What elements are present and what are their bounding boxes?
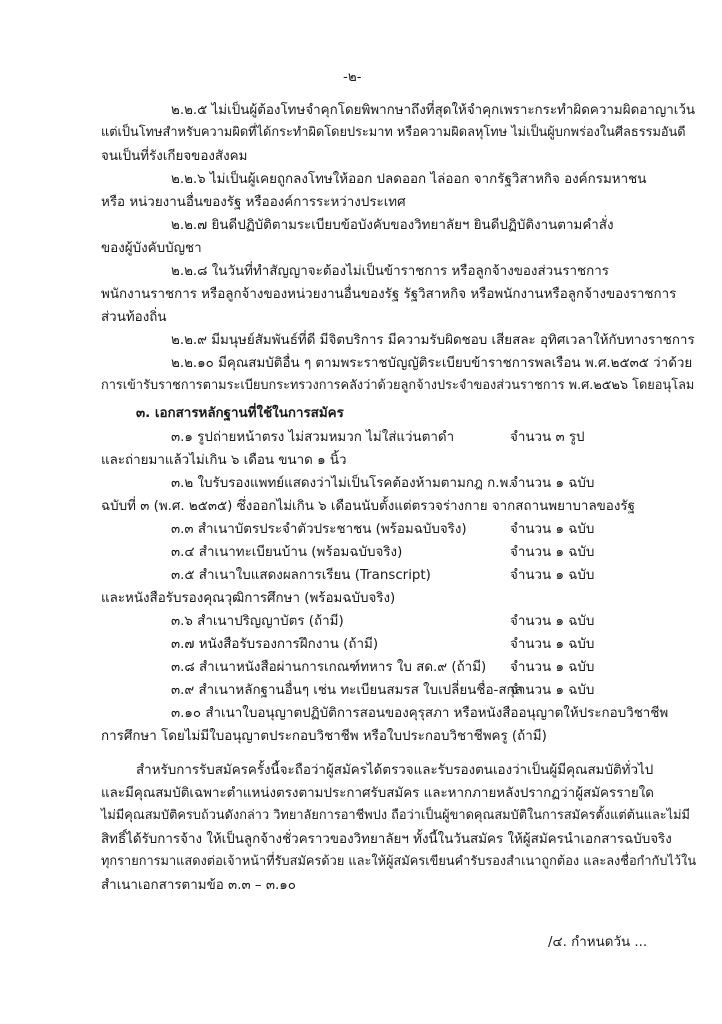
doc-item-3-7: ๓.๗ หนังสือรับรองการฝึกงาน (ถ้ามี) xyxy=(171,637,379,652)
clause-2-2-7-cont: ของผู้บังคับบัญชา xyxy=(101,241,202,256)
doc-item-3-5-cont: และหนังสือรับรองคุณวุฒิการศึกษา (พร้อมฉบับจริง) xyxy=(101,591,396,606)
continuation-marker: /๔. กำหนดวัน ... xyxy=(548,935,648,950)
clause-2-2-8-cont: พนักงานราชการ หรือลูกจ้างของหน่วยงานอื่นของรัฐ รัฐวิสาหกิจ หรือพนักงานหรือลูกจ้างของราชการ xyxy=(101,287,677,302)
clause-2-2-10-cont: การเข้ารับราชการตามระเบียบกระทรวงการคลังว่าด้วยลูกจ้างประจำของส่วนราชการ พ.ศ.๒๕๒๖ โดยอนุโลม xyxy=(101,378,695,393)
doc-item-3-3: ๓.๓ สำเนาบัตรประจำตัวประชาชน (พร้อมฉบับจริง) xyxy=(171,522,467,537)
doc-item-3-1: ๓.๑ รูปถ่ายหน้าตรง ไม่สวมหมวก ไม่ใส่แว่นตาดำ xyxy=(171,430,455,445)
clause-2-2-6-cont: หรือ หน่วยงานอื่นของรัฐ หรือองค์การระหว่างประเทศ xyxy=(101,195,406,210)
doc-item-3-10-cont: การศึกษา โดยไม่มีใบอนุญาตประกอบวิชาชีพ หรือใบประกอบวิชาชีพครู (ถ้ามี) xyxy=(101,729,547,744)
clause-2-2-5-cont: แต่เป็นโทษสำหรับความผิดที่ได้กระทำผิดโดยประมาท หรือความผิดลหุโทษ ไม่เป็นผู้บกพร่องในศีลธรรมอันดี xyxy=(101,125,686,140)
doc-count-3-3: จำนวน ๑ ฉบับ xyxy=(510,522,595,537)
doc-item-3-8: ๓.๘ สำเนาหนังสือผ่านการเกณฑ์ทหาร ใบ สด.๙ (ถ้ามี) xyxy=(171,660,487,675)
page-number: -๒- xyxy=(343,70,362,85)
doc-item-3-6: ๓.๖ สำเนาปริญญาบัตร (ถ้ามี) xyxy=(171,614,344,629)
closing-paragraph-line-6: สำเนาเอกสารตามข้อ ๓.๓ – ๓.๑๐ xyxy=(101,878,296,893)
doc-item-3-4: ๓.๔ สำเนาทะเบียนบ้าน (พร้อมฉบับจริง) xyxy=(171,545,403,560)
closing-paragraph-line-5: ทุกรายการมาแสดงต่อเจ้าหน้าที่รับสมัครด้วย และให้ผู้สมัครเขียนคำรับรองสำเนาถูกต้อง และลงชื่อกำกับไว้ใน xyxy=(101,854,697,869)
doc-item-3-9: ๓.๙ สำเนาหลักฐานอื่นๆ เช่น ทะเบียนสมรส ใบเปลี่ยนชื่อ-สกุล xyxy=(171,683,523,698)
doc-count-3-4: จำนวน ๑ ฉบับ xyxy=(510,545,595,560)
doc-item-3-5: ๓.๕ สำเนาใบแสดงผลการเรียน (Transcript) xyxy=(171,568,431,583)
doc-count-3-7: จำนวน ๑ ฉบับ xyxy=(510,637,595,652)
clause-2-2-5-cont2: จนเป็นที่รังเกียจของสังคม xyxy=(101,149,248,164)
doc-item-3-2: ๓.๒ ใบรับรองแพทย์แสดงว่าไม่เป็นโรคต้องห้ามตามกฎ ก.พ. xyxy=(171,476,513,491)
clause-2-2-6: ๒.๒.๖ ไม่เป็นผู้เคยถูกลงโทษให้ออก ปลดออก ไล่ออก จากรัฐวิสาหกิจ องค์กรมหาชน xyxy=(171,172,647,187)
doc-count-3-5: จำนวน ๑ ฉบับ xyxy=(510,568,595,583)
closing-paragraph-line-4: สิทธิ์ได้รับการจ้าง ให้เป็นลูกจ้างชั่วคราวของวิทยาลัยฯ ทั้งนี้ในวันสมัคร ให้ผู้สมัครนำเอกสารฉบับจริง xyxy=(101,832,672,847)
clause-2-2-7: ๒.๒.๗ ยินดีปฏิบัติตามระเบียบข้อบังคับของวิทยาลัยฯ ยินดีปฏิบัติงานตามคำสั่ง xyxy=(171,218,614,233)
doc-count-3-8: จำนวน ๑ ฉบับ xyxy=(510,660,595,675)
closing-paragraph-line-1: สำหรับการรับสมัครครั้งนี้จะถือว่าผู้สมัครได้ตรวจและรับรองตนเองว่าเป็นผู้มีคุณสมบัติทั่วไป xyxy=(136,763,654,778)
section-3-heading: ๓. เอกสารหลักฐานที่ใช้ในการสมัคร xyxy=(136,406,344,421)
doc-count-3-9: จำนวน ๑ ฉบับ xyxy=(510,683,595,698)
closing-paragraph-line-3: ไม่มีคุณสมบัติครบถ้วนดังกล่าว วิทยาลัยการอาชีพปง ถือว่าเป็นผู้ขาดคุณสมบัติในการสมัครตั้งแต่ต้นและไม่มี xyxy=(101,808,690,823)
doc-count-3-1: จำนวน ๓ รูป xyxy=(510,430,585,445)
doc-item-3-2-cont: ฉบับที่ ๓ (พ.ศ. ๒๕๓๕) ซึ่งออกไม่เกิน ๖ เดือนนับตั้งแต่ตรวจร่างกาย จากสถานพยาบาลของรัฐ xyxy=(101,499,635,514)
clause-2-2-5: ๒.๒.๕ ไม่เป็นผู้ต้องโทษจำคุกโดยพิพากษาถึงที่สุดให้จำคุกเพราะกระทำผิดความผิดอาญาเว้น xyxy=(171,103,696,118)
clause-2-2-10: ๒.๒.๑๐ มีคุณสมบัติอื่น ๆ ตามพระราชบัญญัติระเบียบข้าราชการพลเรือน พ.ศ.๒๕๓๕ ว่าด้วย xyxy=(171,356,693,371)
clause-2-2-9: ๒.๒.๙ มีมนุษย์สัมพันธ์ที่ดี มีจิตบริการ มีความรับผิดชอบ เสียสละ อุทิศเวลาให้กับทางราชการ xyxy=(171,333,695,348)
doc-count-3-6: จำนวน ๑ ฉบับ xyxy=(510,614,595,629)
closing-paragraph-line-2: และมีคุณสมบัติเฉพาะตำแหน่งตรงตามประกาศรับสมัคร และหากภายหลังปรากฏว่าผู้สมัครรายใด xyxy=(101,786,654,801)
clause-2-2-8-cont2: ส่วนท้องถิ่น xyxy=(101,310,167,325)
clause-2-2-8: ๒.๒.๘ ในวันที่ทำสัญญาจะต้องไม่เป็นข้าราชการ หรือลูกจ้างของส่วนราชการ xyxy=(171,264,609,279)
doc-item-3-1-cont: และถ่ายมาแล้วไม่เกิน ๖ เดือน ขนาด ๑ นิ้ว xyxy=(101,453,347,468)
doc-count-3-2: จำนวน ๑ ฉบับ xyxy=(510,476,595,491)
doc-item-3-10: ๓.๑๐ สำเนาใบอนุญาตปฏิบัติการสอนของคุรุสภา หรือหนังสืออนุญาตให้ประกอบวิชาชีพ xyxy=(171,706,669,721)
